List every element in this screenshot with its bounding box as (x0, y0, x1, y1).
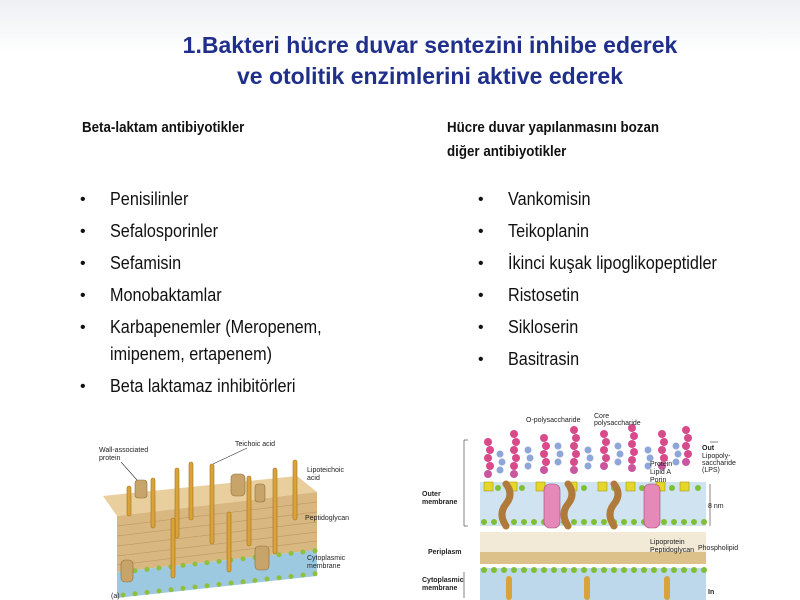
outer-membrane-label-2: membrane (422, 499, 458, 506)
bullet-icon: • (80, 287, 86, 304)
slide-title-line-1: 1.Bakteri hücre duvar sentezini inhibe ederek (182, 32, 678, 58)
right-heading-line-2: diğer antibiyotikler (447, 144, 567, 160)
bullet-icon: • (80, 319, 86, 336)
bullet-icon: • (478, 223, 484, 240)
phospholipid-label: Phospholipid (698, 545, 739, 552)
list-item (478, 314, 778, 341)
lps-label-2: saccharide (702, 460, 736, 467)
list-item (478, 346, 778, 373)
bullet-icon: • (478, 351, 484, 368)
slide-title-line-2: ve otolitik enzimlerini aktive ederek (236, 63, 624, 89)
lipoteichoic-label-2: acid (307, 475, 320, 482)
panel-label: (a) (111, 593, 120, 600)
list-item-text: Sefamisin (110, 253, 182, 273)
list-item-text: Sefalosporinler (110, 221, 219, 241)
lps-label-3: (LPS) (702, 467, 720, 474)
cytoplasmic-membrane-label-2: membrane (422, 585, 458, 592)
porin-label: Porin (650, 477, 667, 484)
cytoplasmic-membrane-label: Cytoplasmic (422, 577, 464, 584)
periplasm-label: Periplasm (428, 549, 462, 556)
gram-positive-diagram (97, 438, 353, 600)
peptidoglycan-label: Peptidoglycan (650, 547, 694, 554)
teichoic-acid-label: Teichoic acid (235, 441, 276, 448)
lipoprotein-label: Lipoprotein (650, 539, 685, 546)
list-item (80, 250, 400, 277)
core-label-2: polysaccharide (594, 420, 641, 427)
list-item-text: Beta laktamaz inhibitörleri (110, 376, 296, 396)
o-polysaccharide-label: O-polysaccharide (526, 417, 581, 424)
core-label: Core (594, 413, 610, 420)
lipid-a-label: Lipid A (650, 469, 672, 476)
peptidoglycan-label: Peptidoglycan (305, 515, 349, 522)
gram-negative-cell-wall-figure (418, 412, 744, 600)
protein-label: Protein (650, 461, 673, 468)
bullet-icon: • (478, 255, 484, 272)
list-item (80, 218, 400, 245)
list-item-text: İkinci kuşak lipoglikopeptidler (508, 253, 717, 273)
list-item (80, 314, 400, 368)
list-item-text: Ristosetin (508, 285, 580, 305)
list-item (478, 186, 778, 213)
cytoplasmic-label: Cytoplasmic (307, 555, 346, 562)
list-item (478, 250, 778, 277)
gram-positive-cell-wall-figure (97, 438, 353, 600)
list-item-text-continued: imipenem, ertapenem) (110, 344, 273, 364)
list-item-text: Basitrasin (508, 349, 580, 369)
slide-title (100, 30, 760, 92)
list-item (80, 373, 400, 400)
wall-protein-label: Wall-associated (99, 447, 149, 454)
list-item-text: Penisilinler (110, 189, 189, 209)
list-item (478, 282, 778, 309)
lps-label: Lipopoly- (702, 453, 731, 460)
right-column-heading (447, 116, 659, 164)
bullet-icon: • (478, 287, 484, 304)
lipoteichoic-label: Lipoteichoic (307, 467, 344, 474)
right-heading-line-1: Hücre duvar yapılanmasını bozan (447, 120, 660, 136)
wall-protein-label-2: protein (99, 455, 121, 462)
list-item (478, 218, 778, 245)
outer-membrane-label: Outer (422, 491, 441, 498)
inner-membrane-heads (481, 567, 707, 573)
bullet-icon: • (80, 255, 86, 272)
beta-lactam-list (80, 186, 400, 405)
bullet-icon: • (80, 378, 86, 395)
list-item-text: Monobaktamlar (110, 285, 222, 305)
list-item (80, 282, 400, 309)
bullet-icon: • (478, 319, 484, 336)
in-label: In (708, 589, 715, 596)
thickness-label: 8 nm (708, 503, 724, 510)
cytoplasmic-label-2: membrane (307, 563, 341, 570)
list-item-text: Karbapenemler (Meropenem, (110, 317, 322, 337)
list-item-text: Teikoplanin (508, 221, 590, 241)
list-item (80, 186, 400, 213)
bullet-icon: • (80, 223, 86, 240)
list-item-text: Sikloserin (508, 317, 579, 337)
bullet-icon: • (478, 191, 484, 208)
bullet-icon: • (80, 191, 86, 208)
out-label: Out (702, 445, 715, 452)
gram-negative-diagram (418, 412, 744, 600)
list-item-text: Vankomisin (508, 189, 591, 209)
left-column-heading: Beta-laktam antibiyotikler (82, 120, 245, 136)
other-antibiotics-list (478, 186, 778, 378)
